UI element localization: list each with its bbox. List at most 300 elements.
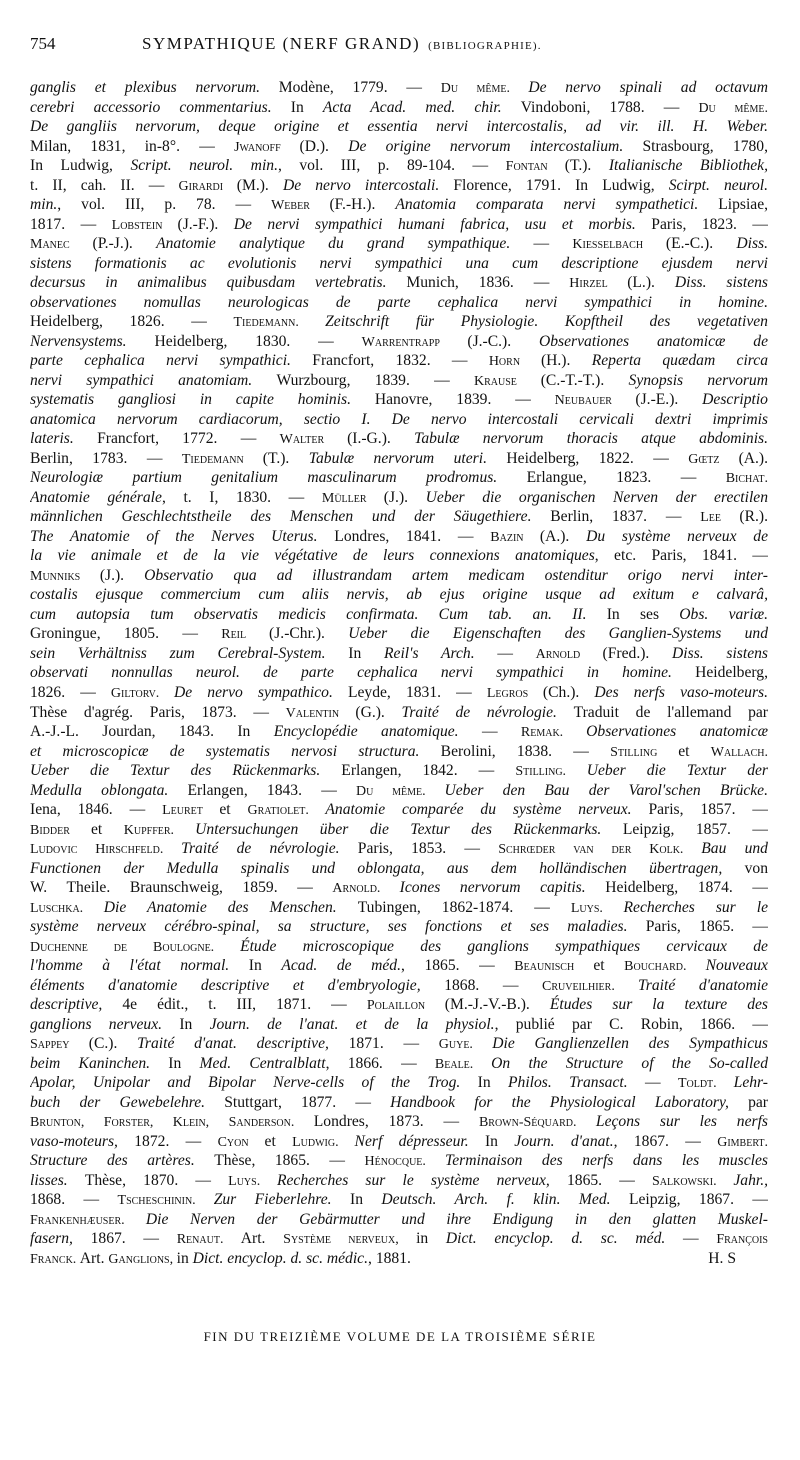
text-run: Icones nervorum capitis. xyxy=(399,879,606,897)
text-line xyxy=(30,605,768,625)
text-run: descriptive, xyxy=(30,996,123,1014)
text-run: Études sur la texture des xyxy=(549,996,768,1014)
text-run: Renaut. xyxy=(176,1232,241,1248)
text-run: Recherches sur le système nerveux, xyxy=(276,1171,567,1189)
text-run: Hanovre, 1839. — xyxy=(374,391,555,409)
text-line xyxy=(30,663,768,683)
text-run: 4e édit., t. III, 1871. — xyxy=(122,996,367,1014)
text-line xyxy=(30,585,768,605)
text-run: Legros xyxy=(486,685,543,701)
text-run: Diss. sistens xyxy=(674,274,768,292)
text-run: Heidelberg, 1826. — xyxy=(30,313,234,331)
text-run: Ludovic Hirschfeld. xyxy=(30,842,182,858)
text-run: männlichen Geschlechtstheile des Menschen und der Säugethiere. xyxy=(30,508,551,526)
text-run: Thèse d'agrég. Paris, 1873. — xyxy=(30,703,286,721)
text-run: In xyxy=(477,1074,508,1092)
text-run: — xyxy=(683,1230,717,1248)
text-run: Cruveilhier. xyxy=(542,978,638,994)
text-run: costalis ejusque commercium cum aliis nervis, ab ejus origine usque ad exitum e calvarâ, xyxy=(30,586,768,604)
text-run: Journ. de l'anat. et de la physiol. xyxy=(209,1015,495,1033)
text-run: (D.). xyxy=(299,137,349,155)
text-run: Leipzig, 1857. — xyxy=(622,820,768,838)
text-line xyxy=(30,1034,768,1054)
text-run: Gœtz xyxy=(688,451,739,467)
text-run: Ueber die Eigenschaften des Ganglien-Systems und xyxy=(348,625,768,643)
text-run: Système nerveux, xyxy=(283,1232,417,1248)
text-run: buch der Gewebelehre. xyxy=(30,1093,225,1111)
text-run: Heidelberg, 1830. — xyxy=(154,332,362,350)
text-run: lateris. xyxy=(30,430,98,448)
text-run: Gimbert. xyxy=(717,1134,768,1150)
text-line xyxy=(30,800,768,820)
text-run: De nervo intercostali cervicali dextri imprimis xyxy=(391,410,768,428)
bibliography-text xyxy=(30,78,768,1268)
text-run: sistens formationis ac evolutionis nervi sympathici una cum descriptione ejusdem nervi xyxy=(30,254,768,272)
text-run: cerebri accessorio commentarius. xyxy=(30,98,291,116)
text-run: Berlin, 1783. — xyxy=(30,449,182,467)
text-run: Bidder xyxy=(30,822,91,838)
text-line xyxy=(30,995,768,1015)
text-line xyxy=(30,254,768,274)
text-run: 1865. — xyxy=(566,1171,652,1189)
page-number: 754 xyxy=(30,34,56,53)
text-run: (J.-C.). xyxy=(467,332,539,350)
text-run: Duchenne de Boulogne. xyxy=(30,939,241,955)
text-run: Zeitschrift für Physiologie. Kopftheil des vegetativen xyxy=(325,313,768,331)
text-line xyxy=(30,624,768,644)
text-line xyxy=(30,1073,768,1093)
text-run: Leipzig, 1867. — xyxy=(628,1191,768,1209)
text-run: (J.-F.). xyxy=(177,215,234,233)
text-line xyxy=(30,351,768,371)
text-run: Observationes anatomicæ xyxy=(586,723,768,741)
text-line xyxy=(30,937,768,957)
text-run: Traduit de l'allemand par xyxy=(573,703,768,721)
text-run: Franck. xyxy=(30,1251,80,1267)
text-run: (J.). xyxy=(383,488,426,506)
text-run: et xyxy=(678,742,711,760)
text-run: min. xyxy=(30,196,58,214)
text-run: cum autopsia tum observatis medicis confirmata. Cum tab. an. II. xyxy=(30,605,607,623)
text-run: In xyxy=(290,98,323,116)
text-run: (Ch.). xyxy=(542,683,595,701)
text-run: , 1867. — xyxy=(613,1132,718,1150)
text-run: Frankenhæuser. xyxy=(30,1212,146,1228)
text-run: et xyxy=(91,820,124,838)
text-line xyxy=(30,683,768,703)
text-line xyxy=(30,703,768,723)
text-run: Erlangen, 1842. — xyxy=(341,762,516,780)
text-run: De gangliis nervorum, deque origine et essentia nervi intercostalis, ad vir. ill. H. Weber. xyxy=(30,118,768,136)
text-run: Müller xyxy=(321,490,384,506)
text-line xyxy=(30,1210,768,1230)
text-run: Apolar, Unipolar and Bipolar Nerve-cells of the Trog. xyxy=(30,1074,478,1092)
text-run: systematis gangliosi in capite hominis. xyxy=(30,391,375,409)
text-run: Brown-Séquard. xyxy=(478,1115,596,1131)
text-run: Erlangue, 1823. — xyxy=(526,469,726,487)
text-run: (C.-T.-T.). xyxy=(540,371,629,389)
text-run: Walter xyxy=(279,432,348,448)
text-run: Warrentrapp xyxy=(361,334,468,350)
text-run: Descriptio xyxy=(702,391,768,409)
text-run: Philos. Transact. xyxy=(508,1074,645,1092)
text-run: Encyclopédie anatomique. xyxy=(273,723,482,741)
text-line xyxy=(30,234,768,254)
text-line xyxy=(30,917,768,937)
text-run: Art. xyxy=(79,1249,109,1267)
text-run: Die Anatomie des Menschen. xyxy=(103,898,358,916)
text-run: Beaunisch xyxy=(514,959,594,975)
text-run: Arnold. xyxy=(332,881,400,897)
text-run: Ueber die organischen Nerven der erectilen xyxy=(425,488,768,506)
text-line xyxy=(30,1190,768,1210)
text-line xyxy=(30,527,768,547)
text-line xyxy=(30,371,768,391)
text-run: Ludwig. xyxy=(292,1134,355,1150)
text-run: Heidelberg, xyxy=(695,664,768,682)
text-run: Thèse, 1870. — xyxy=(84,1171,229,1189)
text-run: Paris, 1857. — xyxy=(648,801,768,819)
text-run: (F.-H.). xyxy=(329,196,396,214)
text-run: Scirpt. neurol. xyxy=(668,176,768,194)
text-run: Bazin xyxy=(490,529,540,545)
text-line xyxy=(30,1151,768,1171)
text-run: Du même. xyxy=(440,81,529,96)
text-run: , etc. Paris, 1841. — xyxy=(594,547,768,565)
text-line xyxy=(30,312,768,332)
text-run: ganglions nerveux. xyxy=(30,1015,180,1033)
text-run: Art. xyxy=(240,1230,284,1248)
text-run: (E.-C.). xyxy=(665,235,737,253)
text-run: Florence, 1791. In Ludwig, xyxy=(453,176,669,194)
text-run: Traité de névrologie. xyxy=(181,840,358,858)
text-run: vaso-moteurs, xyxy=(30,1132,135,1150)
text-run: De origine nervorum intercostalium. xyxy=(348,137,643,155)
text-run: Anatomie comparée du système nerveux. xyxy=(325,801,649,819)
text-run: Die Ganglienzellen des Sympathicus xyxy=(492,1035,768,1053)
text-run: Vindoboni, 1788. — xyxy=(520,98,699,116)
text-run: et xyxy=(593,957,625,975)
text-line xyxy=(30,117,768,137)
text-run: Étude microscopique des ganglions sympathiques cervicaux de xyxy=(240,937,768,955)
text-line xyxy=(30,137,768,157)
text-line xyxy=(30,878,768,898)
text-line xyxy=(30,273,768,293)
text-run: Beale. xyxy=(434,1056,492,1072)
text-line xyxy=(30,390,768,410)
text-run: Obs. variæ. xyxy=(679,605,768,623)
text-run: Ueber den Bau der Varol'schen Brücke. xyxy=(444,781,768,799)
text-line xyxy=(30,332,768,352)
text-run: Fontan xyxy=(505,159,565,175)
text-run: De nervo sympathico. xyxy=(174,683,348,701)
text-run: Bouchard. xyxy=(624,959,706,975)
text-run: in xyxy=(176,1249,193,1267)
text-line xyxy=(30,215,768,235)
text-run: (A.). xyxy=(738,449,768,467)
text-run: Luys. xyxy=(228,1173,277,1189)
text-run: Munniks xyxy=(30,568,100,584)
text-run: Medulla oblongata. xyxy=(30,781,188,799)
text-run: Bichat. xyxy=(725,471,768,487)
text-run: , 1881. xyxy=(368,1249,411,1267)
text-run: Francfort, 1832. — xyxy=(312,352,489,370)
text-run: Munich, 1836. — xyxy=(406,274,570,292)
text-run: (T.). xyxy=(564,157,609,175)
text-line xyxy=(30,761,768,781)
text-run: Thèse, 1865. — xyxy=(214,1152,365,1170)
text-run: Bau und xyxy=(701,840,768,858)
text-run: anatomica nervorum cardiacorum, sectio I. xyxy=(30,410,392,428)
text-run: Leçons sur les nerfs xyxy=(595,1113,768,1131)
text-run: Paris, 1853. — xyxy=(357,840,499,858)
text-line xyxy=(30,195,768,215)
text-run: (J.-Chr.). xyxy=(269,625,349,643)
author-signature: H. S xyxy=(708,1249,736,1267)
running-subtitle: (BIBLIOGRAPHIE). xyxy=(428,40,542,52)
text-run: Ueber die Textur des Rückenmarks. xyxy=(30,762,342,780)
text-run: Nerf dépresseur. xyxy=(354,1132,485,1150)
text-run: Stuttgart, 1877. — xyxy=(224,1093,391,1111)
text-run: Remak. xyxy=(520,725,587,741)
text-run: — xyxy=(533,235,573,253)
text-run: Kiesselbach xyxy=(572,237,666,253)
volume-end-note: FIN DU TREIZIÈME VOLUME DE LA TROISIÈME SÉRIE xyxy=(203,1329,597,1344)
text-line xyxy=(30,820,768,840)
text-run: (Fred.). xyxy=(602,644,673,662)
text-line xyxy=(30,781,768,801)
text-line xyxy=(30,976,768,996)
text-run: François xyxy=(716,1232,768,1248)
text-run: Tscheschinin. xyxy=(117,1193,214,1209)
text-run: Anatomie analytique du grand sympathique. xyxy=(156,235,534,253)
text-run: Traité de névrologie. xyxy=(401,703,574,721)
running-header xyxy=(30,34,768,54)
text-line xyxy=(30,742,768,762)
text-run: Strasbourg, 1780, xyxy=(642,137,768,155)
text-line xyxy=(30,449,768,469)
text-run: la vie animale et de la vie végétative de leurs connexions anatomiques xyxy=(30,547,595,565)
text-line xyxy=(30,293,768,313)
text-run: Polaillon xyxy=(366,998,445,1014)
text-run: In xyxy=(168,1054,200,1072)
text-run: (C.). xyxy=(88,1035,138,1053)
text-run: Med. Centralblatt xyxy=(199,1054,326,1072)
text-run: Traité d'anat. descriptive, xyxy=(137,1035,349,1053)
text-run: Lipsiae, xyxy=(718,196,768,214)
text-line xyxy=(30,78,768,98)
text-run: Neubauer xyxy=(554,393,636,409)
text-run: Acta Acad. med. chir. xyxy=(322,98,521,116)
text-run: , 1866. — xyxy=(325,1054,435,1072)
text-run: — xyxy=(644,1074,678,1092)
text-run: Lehr- xyxy=(733,1074,768,1092)
text-run: sein Verhältniss zum Cerebral-System. xyxy=(30,644,349,662)
text-run: 1868. — xyxy=(30,1191,118,1209)
text-run: De nervi sympathici humani fabrica, usu et morbis. xyxy=(233,215,652,233)
text-run: 1868. — xyxy=(444,976,542,994)
text-run: Berlin, 1837. — xyxy=(550,508,701,526)
text-run: Untersuchungen über die Textur des Rückenmarks. xyxy=(195,820,623,838)
text-run: , t. I, 1830. — xyxy=(161,488,322,506)
text-run: In ses xyxy=(606,605,680,623)
text-run: Londres, 1873. — xyxy=(313,1113,479,1131)
text-run: Schrœder van der Kolk. xyxy=(498,842,702,858)
text-run: (H.). xyxy=(540,352,592,370)
text-line xyxy=(30,722,768,742)
text-run: On the Structure of the So-called xyxy=(491,1054,768,1072)
text-run: (J.-E.). xyxy=(635,391,703,409)
text-run: Groningue, 1805. — xyxy=(30,625,222,643)
text-line xyxy=(30,839,768,859)
text-run: Du même. xyxy=(698,100,768,116)
text-run: beim Kaninchen. xyxy=(30,1054,169,1072)
text-run: In xyxy=(179,1015,210,1033)
text-run: Horn xyxy=(488,354,541,370)
text-run: observati nonnullas neurol. de parte cephalica nervi sympathici in homine. xyxy=(30,664,696,682)
text-run: par xyxy=(748,1093,768,1111)
text-run: Deutsch. Arch. f. klin. Med. xyxy=(381,1191,629,1209)
text-run: Guye. xyxy=(438,1037,493,1053)
text-run: von xyxy=(744,859,768,877)
text-run: Wurzbourg, 1839. — xyxy=(276,371,474,389)
text-run: (R.). xyxy=(739,508,768,526)
text-run: In xyxy=(248,957,282,975)
text-line xyxy=(30,546,768,566)
text-run: , publié par C. Robin, 1866. — xyxy=(494,1015,768,1033)
text-run: système nerveux cérébro-spinal, sa structure, ses fonctions et ses maladies. xyxy=(30,918,646,936)
text-run: (A.). xyxy=(539,527,587,545)
text-run: 1817. — xyxy=(30,215,112,233)
text-run: Hirzel xyxy=(569,276,628,292)
text-run: parte cephalica nervi sympathici. xyxy=(30,352,313,370)
text-run: Die Nerven der Gebärmutter und ihre Endigung in den glatten Muskel- xyxy=(145,1210,768,1228)
text-run: Brunton, Forster, Klein, Sanderson. xyxy=(30,1115,314,1131)
text-line xyxy=(30,176,768,196)
text-run: Nervensystems. xyxy=(30,332,155,350)
text-line xyxy=(30,410,768,430)
text-run: Ueber die Textur der xyxy=(586,762,768,780)
text-run: Journ. d'anat. xyxy=(514,1132,614,1150)
text-line xyxy=(30,1171,768,1191)
text-run: Sappey xyxy=(30,1037,89,1053)
text-line xyxy=(30,468,768,488)
text-run: Hénocque. xyxy=(364,1154,445,1170)
text-run: Kupffer. xyxy=(123,822,196,838)
text-run: Tabulæ nervorum uteri. xyxy=(308,449,507,467)
text-run: (P.-J.). xyxy=(92,235,157,253)
text-run: Synopsis nervorum xyxy=(628,371,768,389)
text-run: (M.). xyxy=(236,176,283,194)
text-line xyxy=(30,644,768,664)
text-run: Milan, 1831, in-8°. — xyxy=(30,137,235,155)
text-run: nervi sympathici anatomiam. xyxy=(30,371,277,389)
text-run: Toldt. xyxy=(677,1076,734,1092)
text-run: t. II, cah. II. — xyxy=(30,176,179,194)
text-run: fasern, xyxy=(30,1230,91,1248)
text-run: 1872. — xyxy=(134,1132,218,1150)
text-run: Italianische Bibliothek, xyxy=(608,157,768,175)
text-run: Anatomia comparata nervi sympathetici. xyxy=(395,196,719,214)
text-run: Krause xyxy=(473,373,541,389)
text-run: De nervo intercostali. xyxy=(282,176,454,194)
text-run: The Anatomie of the Nerves Uterus. xyxy=(30,527,335,545)
text-run: (T.). xyxy=(262,449,309,467)
text-run: Reil's Arch. xyxy=(384,644,498,662)
text-run: Valentin xyxy=(285,705,356,721)
text-run: Structure des artères. xyxy=(30,1152,215,1170)
text-run: Neurologiæ partium genitalium masculinarum prodromus. xyxy=(30,469,527,487)
text-line xyxy=(30,1249,768,1269)
text-run: Paris, 1823. — xyxy=(651,215,768,233)
text-run: Tiedemann xyxy=(181,451,263,467)
text-run: 1871. — xyxy=(348,1035,439,1053)
text-run: Manec xyxy=(30,237,93,253)
text-run: Reil xyxy=(221,627,270,643)
text-run: Paris, 1865. — xyxy=(645,918,768,936)
text-run: Gratiolet. xyxy=(247,803,326,819)
text-run: Tiedemann. xyxy=(233,315,326,331)
text-run: Dict. encyclop. d. sc. méd. xyxy=(445,1230,683,1248)
text-run: Cyon xyxy=(217,1134,265,1150)
text-line xyxy=(30,956,768,976)
text-run: Acad. de méd. xyxy=(281,957,401,975)
text-run: — xyxy=(481,723,521,741)
text-line xyxy=(30,859,768,879)
text-run: decursus in animalibus quibusdam vertebratis. xyxy=(30,274,407,292)
text-run: Giltorv. xyxy=(110,685,175,701)
text-run: (I.-G.). xyxy=(347,430,415,448)
text-run: — xyxy=(497,644,536,662)
text-line xyxy=(30,98,768,118)
text-run: Berolini, 1838. — xyxy=(440,742,611,760)
text-run: 1867. — xyxy=(90,1230,177,1248)
text-run: éléments d'anatomie descriptive et d'embryologie, xyxy=(30,976,445,994)
text-run: Wallach. xyxy=(710,744,768,760)
text-run: (M.-J.-V.-B.). xyxy=(444,996,550,1014)
text-run: (G.). xyxy=(355,703,402,721)
text-run: Anatomie générale xyxy=(30,488,162,506)
text-line xyxy=(30,156,768,176)
text-run: Leyde, 1831. — xyxy=(347,683,487,701)
text-line xyxy=(30,1054,768,1074)
text-run: Leuret xyxy=(162,803,220,819)
text-run: Script. neurol. min. xyxy=(130,157,278,175)
text-run: (L.). xyxy=(627,274,675,292)
text-run: Ganglions, xyxy=(108,1251,177,1267)
text-run: Zur Fieberlehre. xyxy=(213,1191,350,1209)
text-run: Tubingen, 1862-1874. — xyxy=(357,898,571,916)
text-line xyxy=(30,898,768,918)
text-run: Luschka. xyxy=(30,900,104,916)
text-run: Terminaison des nerfs dans les muscles xyxy=(445,1152,768,1170)
text-run: Tabulæ nervorum thoracis atque abdominis. xyxy=(414,430,768,448)
text-run: Luys. xyxy=(570,900,624,916)
text-line xyxy=(30,566,768,586)
text-line xyxy=(30,429,768,449)
text-run: Handbook for the Physiological Laboratory, xyxy=(390,1093,749,1111)
text-line xyxy=(30,507,768,527)
text-run: Observationes anatomicæ de xyxy=(539,332,768,350)
text-line xyxy=(30,1229,768,1249)
text-run: Nouveaux xyxy=(705,957,768,975)
text-run: et microscopicæ de systematis nervosi structura. xyxy=(30,742,441,760)
text-run: (J.). xyxy=(99,566,145,584)
text-run: Francfort, 1772. — xyxy=(97,430,280,448)
text-run: Jahr., xyxy=(733,1171,768,1189)
text-run: et xyxy=(219,801,248,819)
text-line xyxy=(30,1015,768,1035)
